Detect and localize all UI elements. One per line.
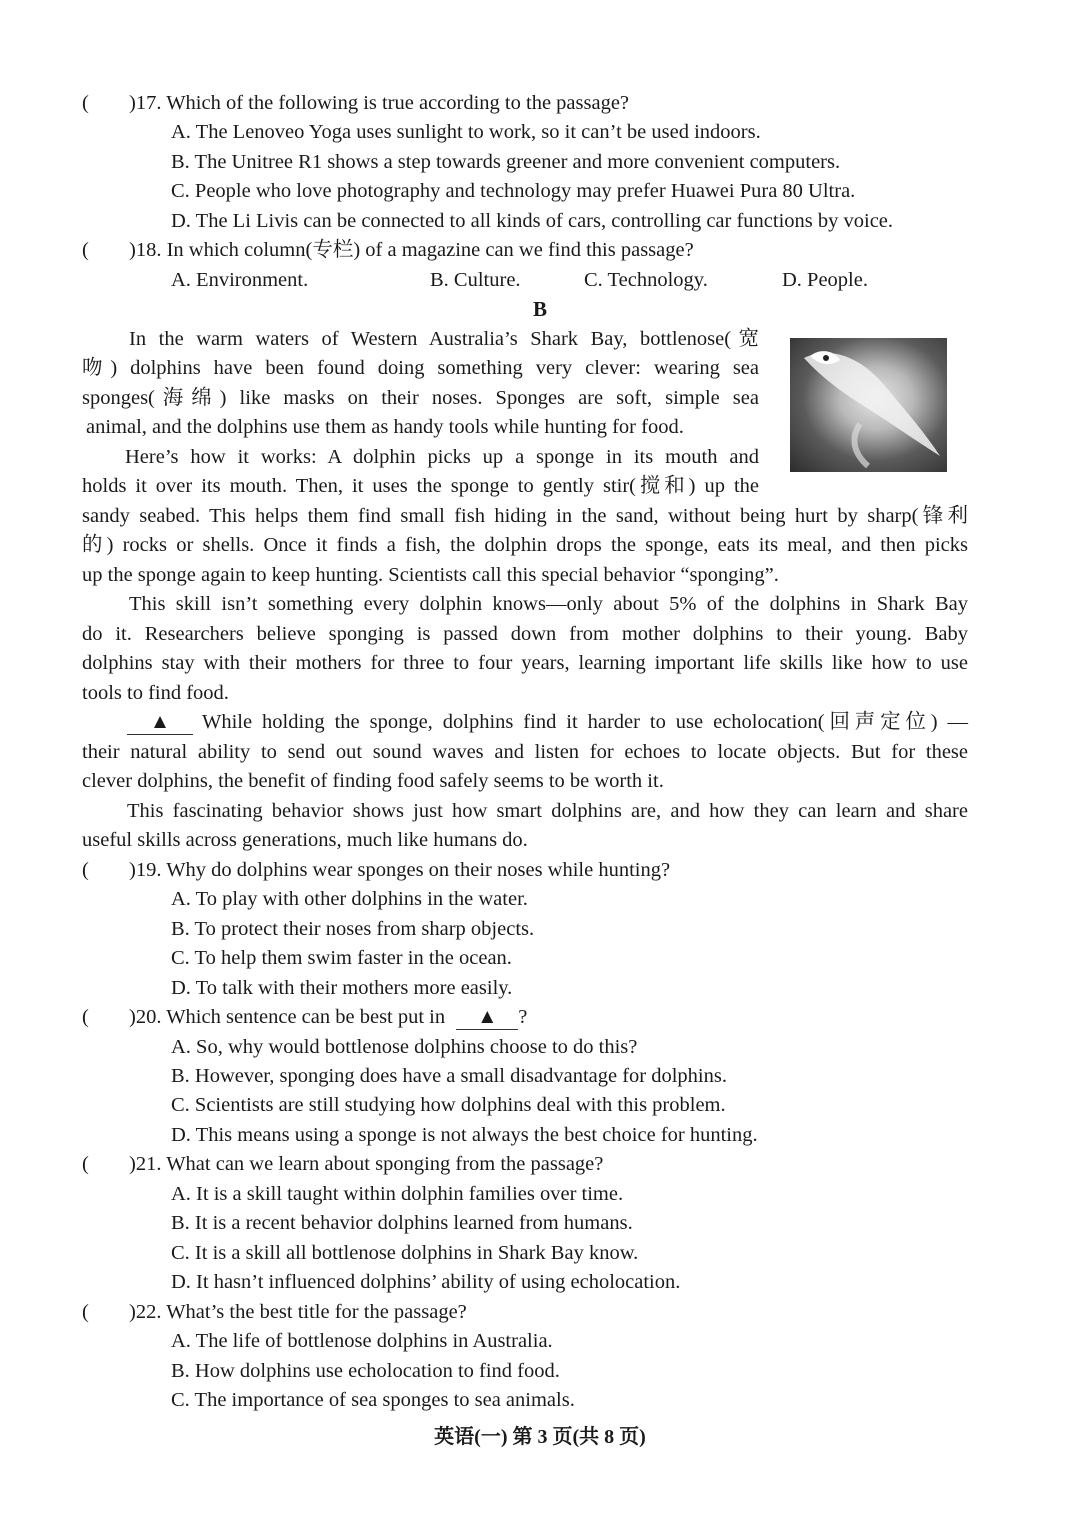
paragraph-2-line: up the sponge again to keep hunting. Scientists call this special behavior “sponging”.: [82, 564, 779, 586]
answer-paren: (: [82, 1301, 89, 1323]
paragraph-3-line: tools to find food.: [82, 682, 229, 704]
q17-option-a: A. The Lenoveo Yoga uses sunlight to work, so it can’t be used indoors.: [171, 121, 761, 143]
q20-option-d: D. This means using a sponge is not always the best choice for hunting.: [171, 1124, 758, 1146]
q20-question-mark: ?: [518, 1006, 528, 1028]
paragraph-1-line: animal, and the dolphins use them as handy tools while hunting for food.: [86, 416, 684, 438]
paragraph-3-line: This skill isn’t something every dolphin knows—only about 5% of the dolphins in Shark Bay: [129, 593, 968, 615]
q19-option-c: C. To help them swim faster in the ocean.: [171, 947, 512, 969]
answer-paren: (: [82, 92, 89, 114]
page-footer: 英语(一) 第 3 页(共 8 页): [434, 1426, 646, 1448]
paragraph-5-line: useful skills across generations, much like humans do.: [82, 829, 528, 851]
q21-option-a: A. It is a skill taught within dolphin families over time.: [171, 1183, 624, 1205]
paragraph-1-line: sponges(海绵) like masks on their noses. Sponges are soft, simple sea: [82, 387, 759, 409]
section-title: B: [532, 297, 547, 321]
dolphin-photo: [790, 338, 947, 472]
q20-option-c: C. Scientists are still studying how dolphins deal with this problem.: [171, 1094, 726, 1116]
q22-option-b: B. How dolphins use echolocation to find food.: [171, 1360, 560, 1382]
answer-blank: [127, 708, 193, 738]
q18-option-b: B. Culture.: [430, 269, 521, 291]
q21-option-b: B. It is a recent behavior dolphins learned from humans.: [171, 1212, 633, 1234]
q20-option-b: B. However, sponging does have a small disadvantage for dolphins.: [171, 1065, 727, 1087]
q20-option-a: A. So, why would bottlenose dolphins choose to do this?: [171, 1036, 638, 1058]
paragraph-4-line: clever dolphins, the benefit of finding food safely seems to be worth it.: [82, 770, 664, 792]
question-20-stem: [129, 1003, 527, 1033]
q21-option-d: D. It hasn’t influenced dolphins’ ability of using echolocation.: [171, 1271, 681, 1293]
q17-option-d: D. The Li Livis can be connected to all kinds of cars, controlling car functions by voice.: [171, 210, 894, 232]
question-19-stem: )19. Why do dolphins wear sponges on their noses while hunting?: [129, 859, 671, 881]
q17-option-b: B. The Unitree R1 shows a step towards greener and more convenient computers.: [171, 151, 841, 173]
q17-option-c: C. People who love photography and technology may prefer Huawei Pura 80 Ultra.: [171, 180, 856, 202]
q18-option-c: C. Technology.: [584, 269, 708, 291]
q19-option-d: D. To talk with their mothers more easily.: [171, 977, 513, 999]
question-18-stem: )18. In which column(专栏) of a magazine can we find this passage?: [129, 239, 694, 261]
paragraph-2-line: holds it over its mouth. Then, it uses the sponge to gently stir(搅和) up the: [82, 475, 759, 497]
blank-triangle-mark: ▲: [127, 710, 193, 735]
answer-paren: (: [82, 1006, 89, 1028]
q22-option-c: C. The importance of sea sponges to sea animals.: [171, 1389, 575, 1411]
paragraph-1-line: 吻) dolphins have been found doing something very clever: wearing sea: [82, 357, 759, 379]
paragraph-3-line: dolphins stay with their mothers for three to four years, learning important life skills like how to use: [82, 652, 968, 674]
paragraph-5-line: This fascinating behavior shows just how smart dolphins are, and how they can learn and share: [127, 800, 968, 822]
paragraph-4-line: While holding the sponge, dolphins find it harder to use echolocation(回声定位) —: [202, 711, 968, 733]
answer-paren: (: [82, 239, 89, 261]
q20-stem-text: )20. Which sentence can be best put in: [129, 1006, 446, 1028]
blank-triangle-mark: ▲: [456, 1005, 518, 1030]
question-22-stem: )22. What’s the best title for the passage?: [129, 1301, 467, 1323]
q21-option-c: C. It is a skill all bottlenose dolphins in Shark Bay know.: [171, 1242, 639, 1264]
paragraph-2-line: 的) rocks or shells. Once it finds a fish, the dolphin drops the sponge, eats its meal, and then picks: [82, 534, 968, 556]
q18-option-d: D. People.: [782, 269, 868, 291]
question-17-stem: )17. Which of the following is true according to the passage?: [129, 92, 630, 114]
paragraph-2-line: sandy seabed. This helps them find small fish hiding in the sand, without being hurt by sharp(锋利: [82, 505, 968, 527]
answer-paren: (: [82, 859, 89, 881]
paragraph-1-line: In the warm waters of Western Australia’s Shark Bay, bottlenose(宽: [129, 328, 759, 350]
q19-option-a: A. To play with other dolphins in the water.: [171, 888, 528, 910]
paragraph-2-line: Here’s how it works: A dolphin picks up a sponge in its mouth and: [125, 446, 759, 468]
q19-option-b: B. To protect their noses from sharp objects.: [171, 918, 535, 940]
answer-paren: (: [82, 1153, 89, 1175]
q22-option-a: A. The life of bottlenose dolphins in Australia.: [171, 1330, 553, 1352]
question-21-stem: )21. What can we learn about sponging from the passage?: [129, 1153, 604, 1175]
paragraph-4-line: their natural ability to send out sound waves and listen for echoes to locate objects. But for these: [82, 741, 968, 763]
q18-option-a: A. Environment.: [171, 269, 309, 291]
paragraph-3-line: do it. Researchers believe sponging is passed down from mother dolphins to their young. Baby: [82, 623, 968, 645]
